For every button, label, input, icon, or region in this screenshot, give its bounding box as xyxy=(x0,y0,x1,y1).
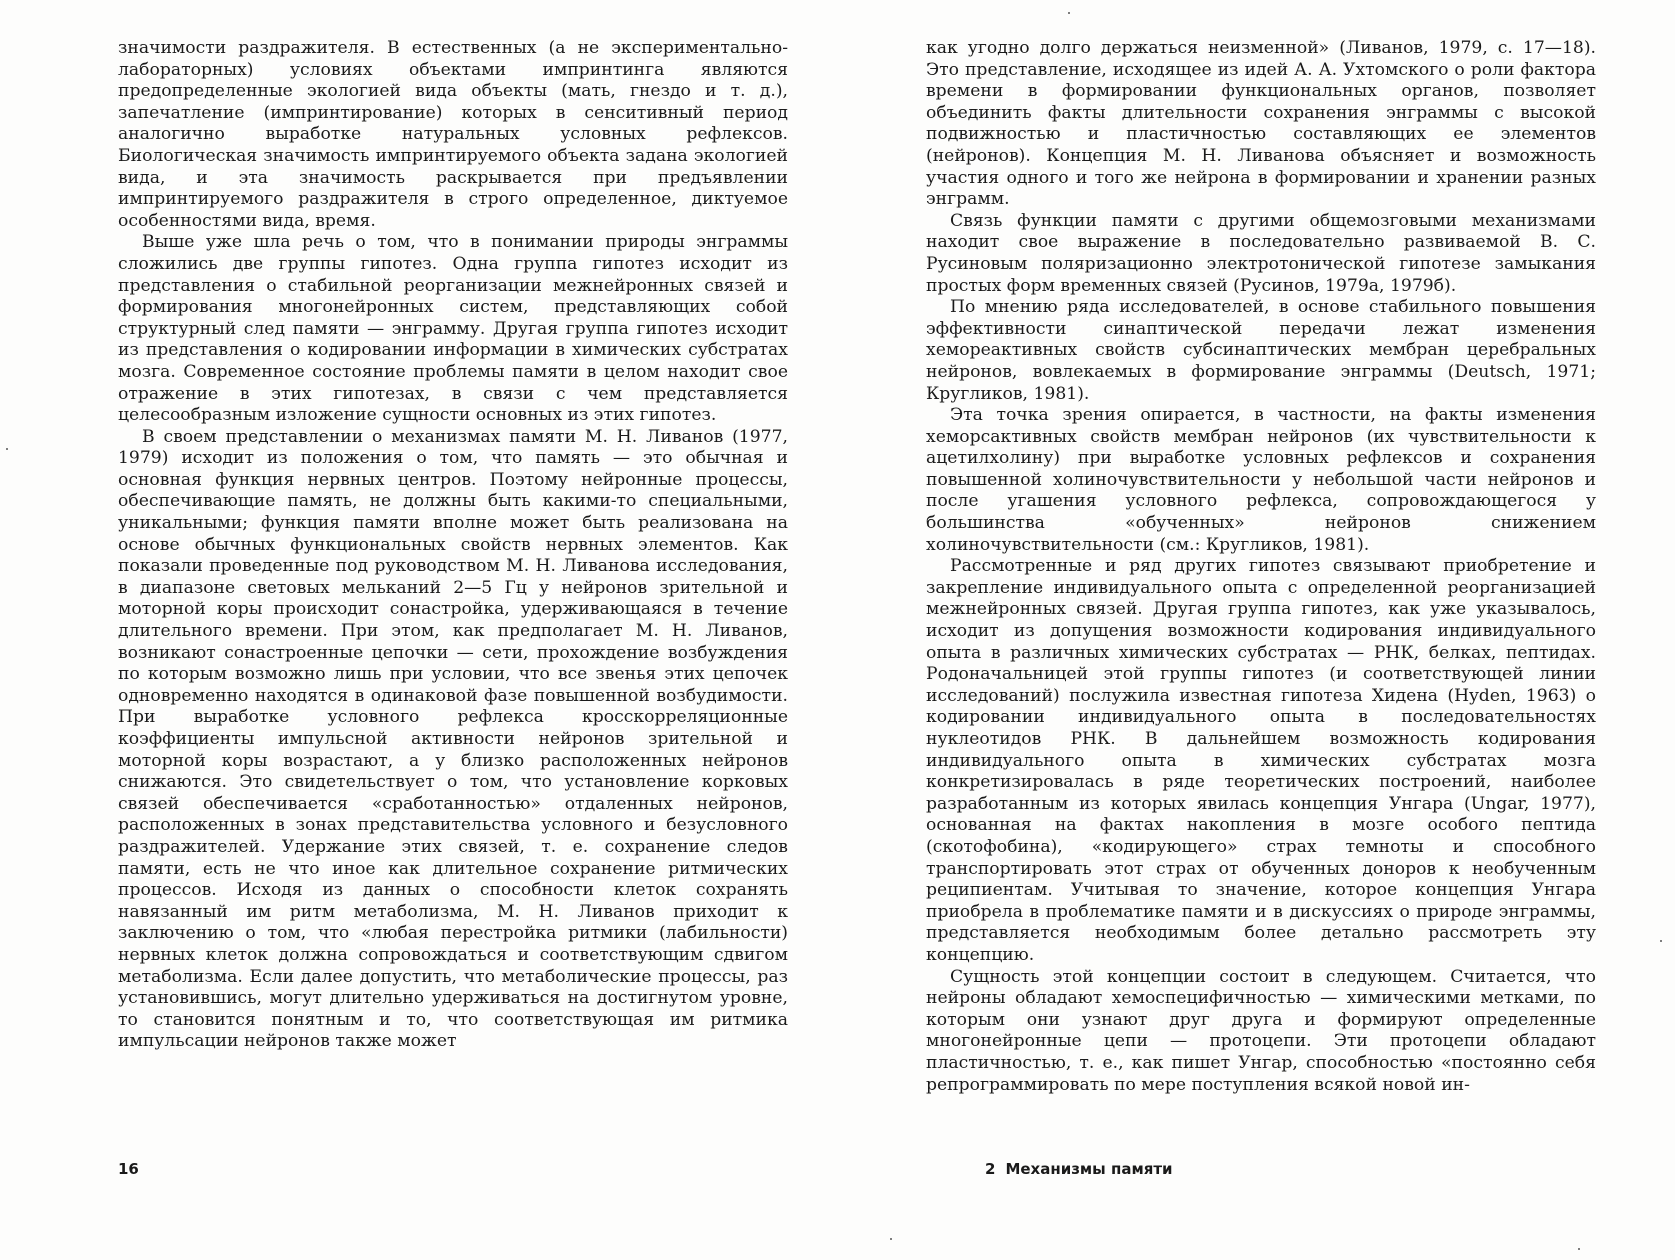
scan-speck xyxy=(890,1238,892,1240)
signature-number: 2 xyxy=(985,1160,996,1178)
scan-speck xyxy=(1578,1248,1580,1250)
left-paragraph-2: Выше уже шла речь о том, что в понимании природы энграммы сложились две группы гипотез. Одна группа гипотез исходит из представления о стабильной реорганизации межнейронных связей и формирования многонейронных систем, представляющих собой структурный след памяти — энграмму. Другая группа гипотез исходит из представления о кодировании информации в химических субстратах мозга. Современное состояние проблемы памяти в целом находит свое отражение в этих гипотезах, в связи с чем представляется целесообразным изложение сущности основных из этих гипотез. xyxy=(118,232,788,426)
right-paragraph-5: Рассмотренные и ряд других гипотез связывают приобретение и закрепление индивидуального опыта с определенной реорганизацией межнейронных связей. Другая группа гипотез, как уже указывалось, исходит из допущения возможности кодирования индивидуального опыта в различных химических субстратах — РНК, белках, пептидах. Родоначальницей этой группы гипотез (и соответствующей линии исследований) послужила известная гипотеза Хидена (Hyden, 1963) о кодировании индивидуального опыта в последовательностях нуклеотидов РНК. В дальнейшем возможность кодирования индивидуального опыта в химических субстратах мозга конкретизировалась в ряде теоретических построений, наиболее разработанным из которых явилась концепция Унгара (Ungar, 1977), основанная на фактах накопления в мозге особого пептида (скотофобина), «кодирующего» страх темноты и способного транспортировать этот страх от обученных доноров к необученным реципиентам. Учитывая то значение, которое концепция Унгара приобрела в проблематике памяти и в дискуссиях о природе энграммы, представляется необходимым более детально рассмотреть эту концепцию. xyxy=(926,556,1596,965)
right-paragraph-1: как угодно долго держаться неизменной» (Ливанов, 1979, с. 17—18). Это представление, исходящее из идей А. А. Ухтомского о роли фактора времени в формировании функциональных органов, позволяет объединить факты длительности сохранения энграммы с высокой подвижностью и пластичностью составляющих ее элементов (нейронов). Концепция М. Н. Ливанова объясняет и возможность участия одного и того же нейрона в формировании и хранении разных энграмм. xyxy=(926,38,1596,210)
signature-text: Механизмы памяти xyxy=(1005,1160,1173,1178)
left-paragraph-3: В своем представлении о механизмах памяти М. Н. Ливанов (1977, 1979) исходит из положения о том, что память — это обычная и основная функция нервных центров. Поэтому нейронные процессы, обеспечивающие память, не должны быть какими-то специальными, уникальными; функция памяти вполне может быть реализована на основе обычных функциональных свойств нервных элементов. Как показали проведенные под руководством М. Н. Ливанова исследования, в диапазоне световых мельканий 2—5 Гц у нейронов зрительной и моторной коры происходит сонастройка, удерживающаяся в течение длительного времени. При этом, как предполагает М. Н. Ливанов, возникают сонастроенные цепочки — сети, прохождение возбуждения по которым возможно лишь при условии, что все звенья этих цепочек одновременно находятся в одинаковой фазе повышенной возбудимости. При выработке условного рефлекса кросскорреляционные коэффициенты импульсной активности нейронов зрительной и моторной коры возрастают, а у близко расположенных нейронов снижаются. Это свидетельствует о том, что установление корковых связей обеспечивается «сработанностью» отдаленных нейронов, расположенных в зонах представительства условного и безусловного раздражителей. Удержание этих связей, т. е. сохранение следов памяти, есть не что иное как длительное сохранение ритмических процессов. Исходя из данных о способности клеток сохранять навязанный им ритм метаболизма, М. Н. Ливанов приходит к заключению о том, что «любая перестройка ритмики (лабильности) нервных клеток должна сопровождаться и соответствующим сдвигом метаболизма. Если далее допустить, что метаболические процессы, раз установившись, могут длительно удерживаться на достигнутом уровне, то становится понятным и то, что соответствующая им ритмика импульсации нейронов также может xyxy=(118,426,788,1052)
right-paragraph-4: Эта точка зрения опирается, в частности, на факты изменения хеморсактивных свойств мембран нейронов (их чувствительности к ацетилхолину) при выработке условных рефлексов и сохранения повышенной холиночувствительности у небольшой части нейронов и после угашения условного рефлекса, сопровождающегося у большинства «обученных» нейронов снижением холиночувствительности (см.: Кругликов, 1981). xyxy=(926,405,1596,555)
left-paragraph-1: значимости раздражителя. В естественных (а не экспериментально-лабораторных) условиях объектами импринтинга являются предопределенные экологией вида объекты (мать, гнездо и т. д.), запечатление (импринтирование) которых в сенситивный период аналогично выработке натуральных условных рефлексов. Биологическая значимость импринтируемого объекта задана экологией вида, и эта значимость раскрывается при предъявлении импринтируемого раздражителя в строго определенное, диктуемое особенностями вида, время. xyxy=(118,38,788,231)
left-page-number: 16 xyxy=(118,1160,139,1178)
left-page xyxy=(118,38,788,1053)
right-page xyxy=(926,38,1596,1096)
right-paragraph-3: По мнению ряда исследователей, в основе стабильного повышения эффективности синаптической передачи лежат изменения хемореактивных свойств субсинаптических мембран церебральных нейронов, вовлекаемых в формирование энграммы (Deutsch, 1971; Кругликов, 1981). xyxy=(926,297,1596,404)
signature-mark xyxy=(985,1160,1173,1178)
scan-speck xyxy=(1660,940,1662,942)
scan-speck xyxy=(1068,12,1070,14)
right-paragraph-6: Сущность этой концепции состоит в следующем. Считается, что нейроны обладают хемоспецифичностью — химическими метками, по которым они узнают друг друга и формируют определенные многонейронные цепи — протоцепи. Эти протоцепи обладают пластичностью, т. е., как пишет Унгар, способностью «постоянно себя репрограммировать по мере поступления всякой новой ин- xyxy=(926,966,1596,1095)
right-paragraph-2: Связь функции памяти с другими общемозговыми механизмами находит свое выражение в последовательно развиваемой В. С. Русиновым поляризационно электротонической гипотезе замыкания простых форм временных связей (Русинов, 1979а, 1979б). xyxy=(926,210,1596,296)
scan-speck xyxy=(6,448,8,450)
